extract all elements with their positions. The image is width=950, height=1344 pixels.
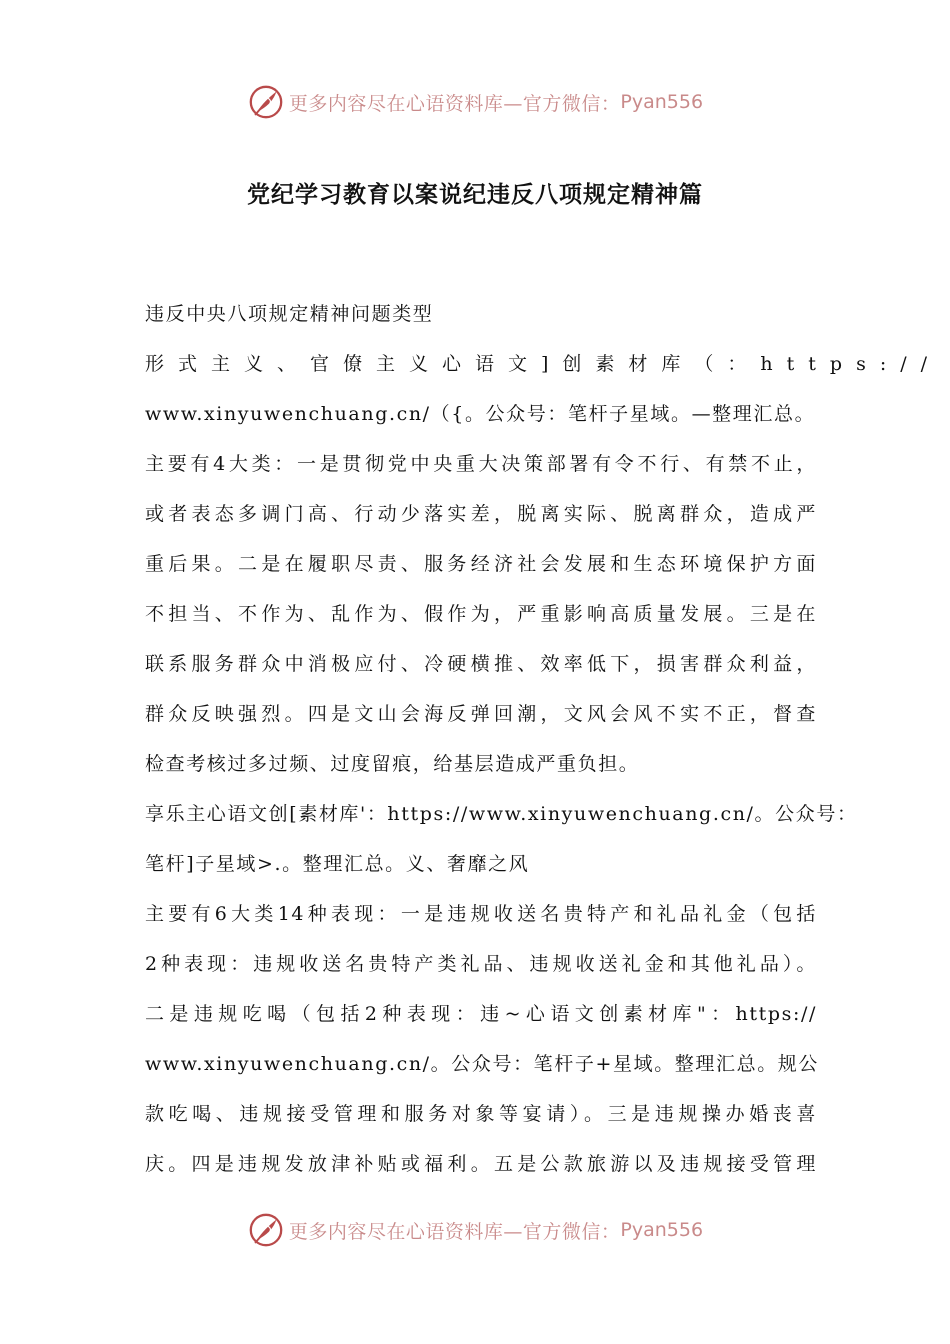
paragraph-line: 群众反映强烈。四是文山会海反弹回潮，文风会风不实不正，督查 bbox=[145, 703, 817, 725]
paragraph-line: 不担当、不作为、乱作为、假作为，严重影响高质量发展。三是在 bbox=[145, 603, 817, 625]
quill-logo-icon bbox=[247, 83, 285, 121]
section-heading: 违反中央八项规定精神问题类型 bbox=[145, 303, 434, 325]
paragraph-line: 检查考核过多过频、过度留痕，给基层造成严重负担。 bbox=[145, 753, 640, 775]
paragraph-line: 二是违规吃喝（包括2种表现：违~心语文创素材库"：https:// bbox=[145, 1003, 817, 1025]
footer-watermark bbox=[0, 1208, 950, 1252]
paragraph-line: 笔杆]子星域>.。整理汇总。义、奢靡之风 bbox=[145, 853, 530, 875]
watermark-wechat-id: Pyan556 bbox=[620, 1219, 704, 1241]
quill-logo-icon bbox=[247, 1211, 285, 1249]
paragraph-line: 主要有6大类14种表现：一是违规收送名贵特产和礼品礼金（包括 bbox=[145, 903, 817, 925]
paragraph-line: 形式主义、官僚主义心语文]创素材库（：https:// bbox=[145, 353, 942, 375]
header-watermark bbox=[0, 80, 950, 124]
watermark-text: 更多内容尽在心语资料库—官方微信： bbox=[288, 92, 621, 115]
paragraph-line: 款吃喝、违规接受管理和服务对象等宴请）。三是违规操办婚丧喜 bbox=[145, 1103, 817, 1125]
document-body bbox=[145, 294, 942, 1194]
paragraph-line: 庆。四是违规发放津补贴或福利。五是公款旅游以及违规接受管理 bbox=[145, 1153, 817, 1175]
document-title: 党纪学习教育以案说纪违反八项规定精神篇 bbox=[247, 182, 703, 208]
paragraph-line: www.xinyuwenchuang.cn/。公众号：笔杆子+星域。整理汇总。规公 bbox=[145, 1053, 819, 1075]
watermark-text: 更多内容尽在心语资料库—官方微信： bbox=[288, 1220, 621, 1243]
paragraph-line: 重后果。二是在履职尽责、服务经济社会发展和生态环境保护方面 bbox=[145, 553, 817, 575]
paragraph-line: 联系服务群众中消极应付、冷硬横推、效率低下，损害群众利益， bbox=[145, 653, 817, 675]
watermark-wechat-id: Pyan556 bbox=[620, 91, 704, 113]
paragraph-line: 享乐主心语文创[素材库'：https://www.xinyuwenchuang.cn/。公众号： bbox=[145, 803, 858, 825]
paragraph-line: 2种表现：违规收送名贵特产类礼品、违规收送礼金和其他礼品）。 bbox=[145, 953, 817, 975]
paragraph-line: 或者表态多调门高、行动少落实差，脱离实际、脱离群众，造成严 bbox=[145, 503, 817, 525]
paragraph-line: 主要有4大类：一是贯彻党中央重大决策部署有令不行、有禁不止， bbox=[145, 453, 817, 475]
paragraph-line: www.xinyuwenchuang.cn/（{。公众号：笔杆子星域。—整理汇总。 bbox=[145, 403, 816, 425]
